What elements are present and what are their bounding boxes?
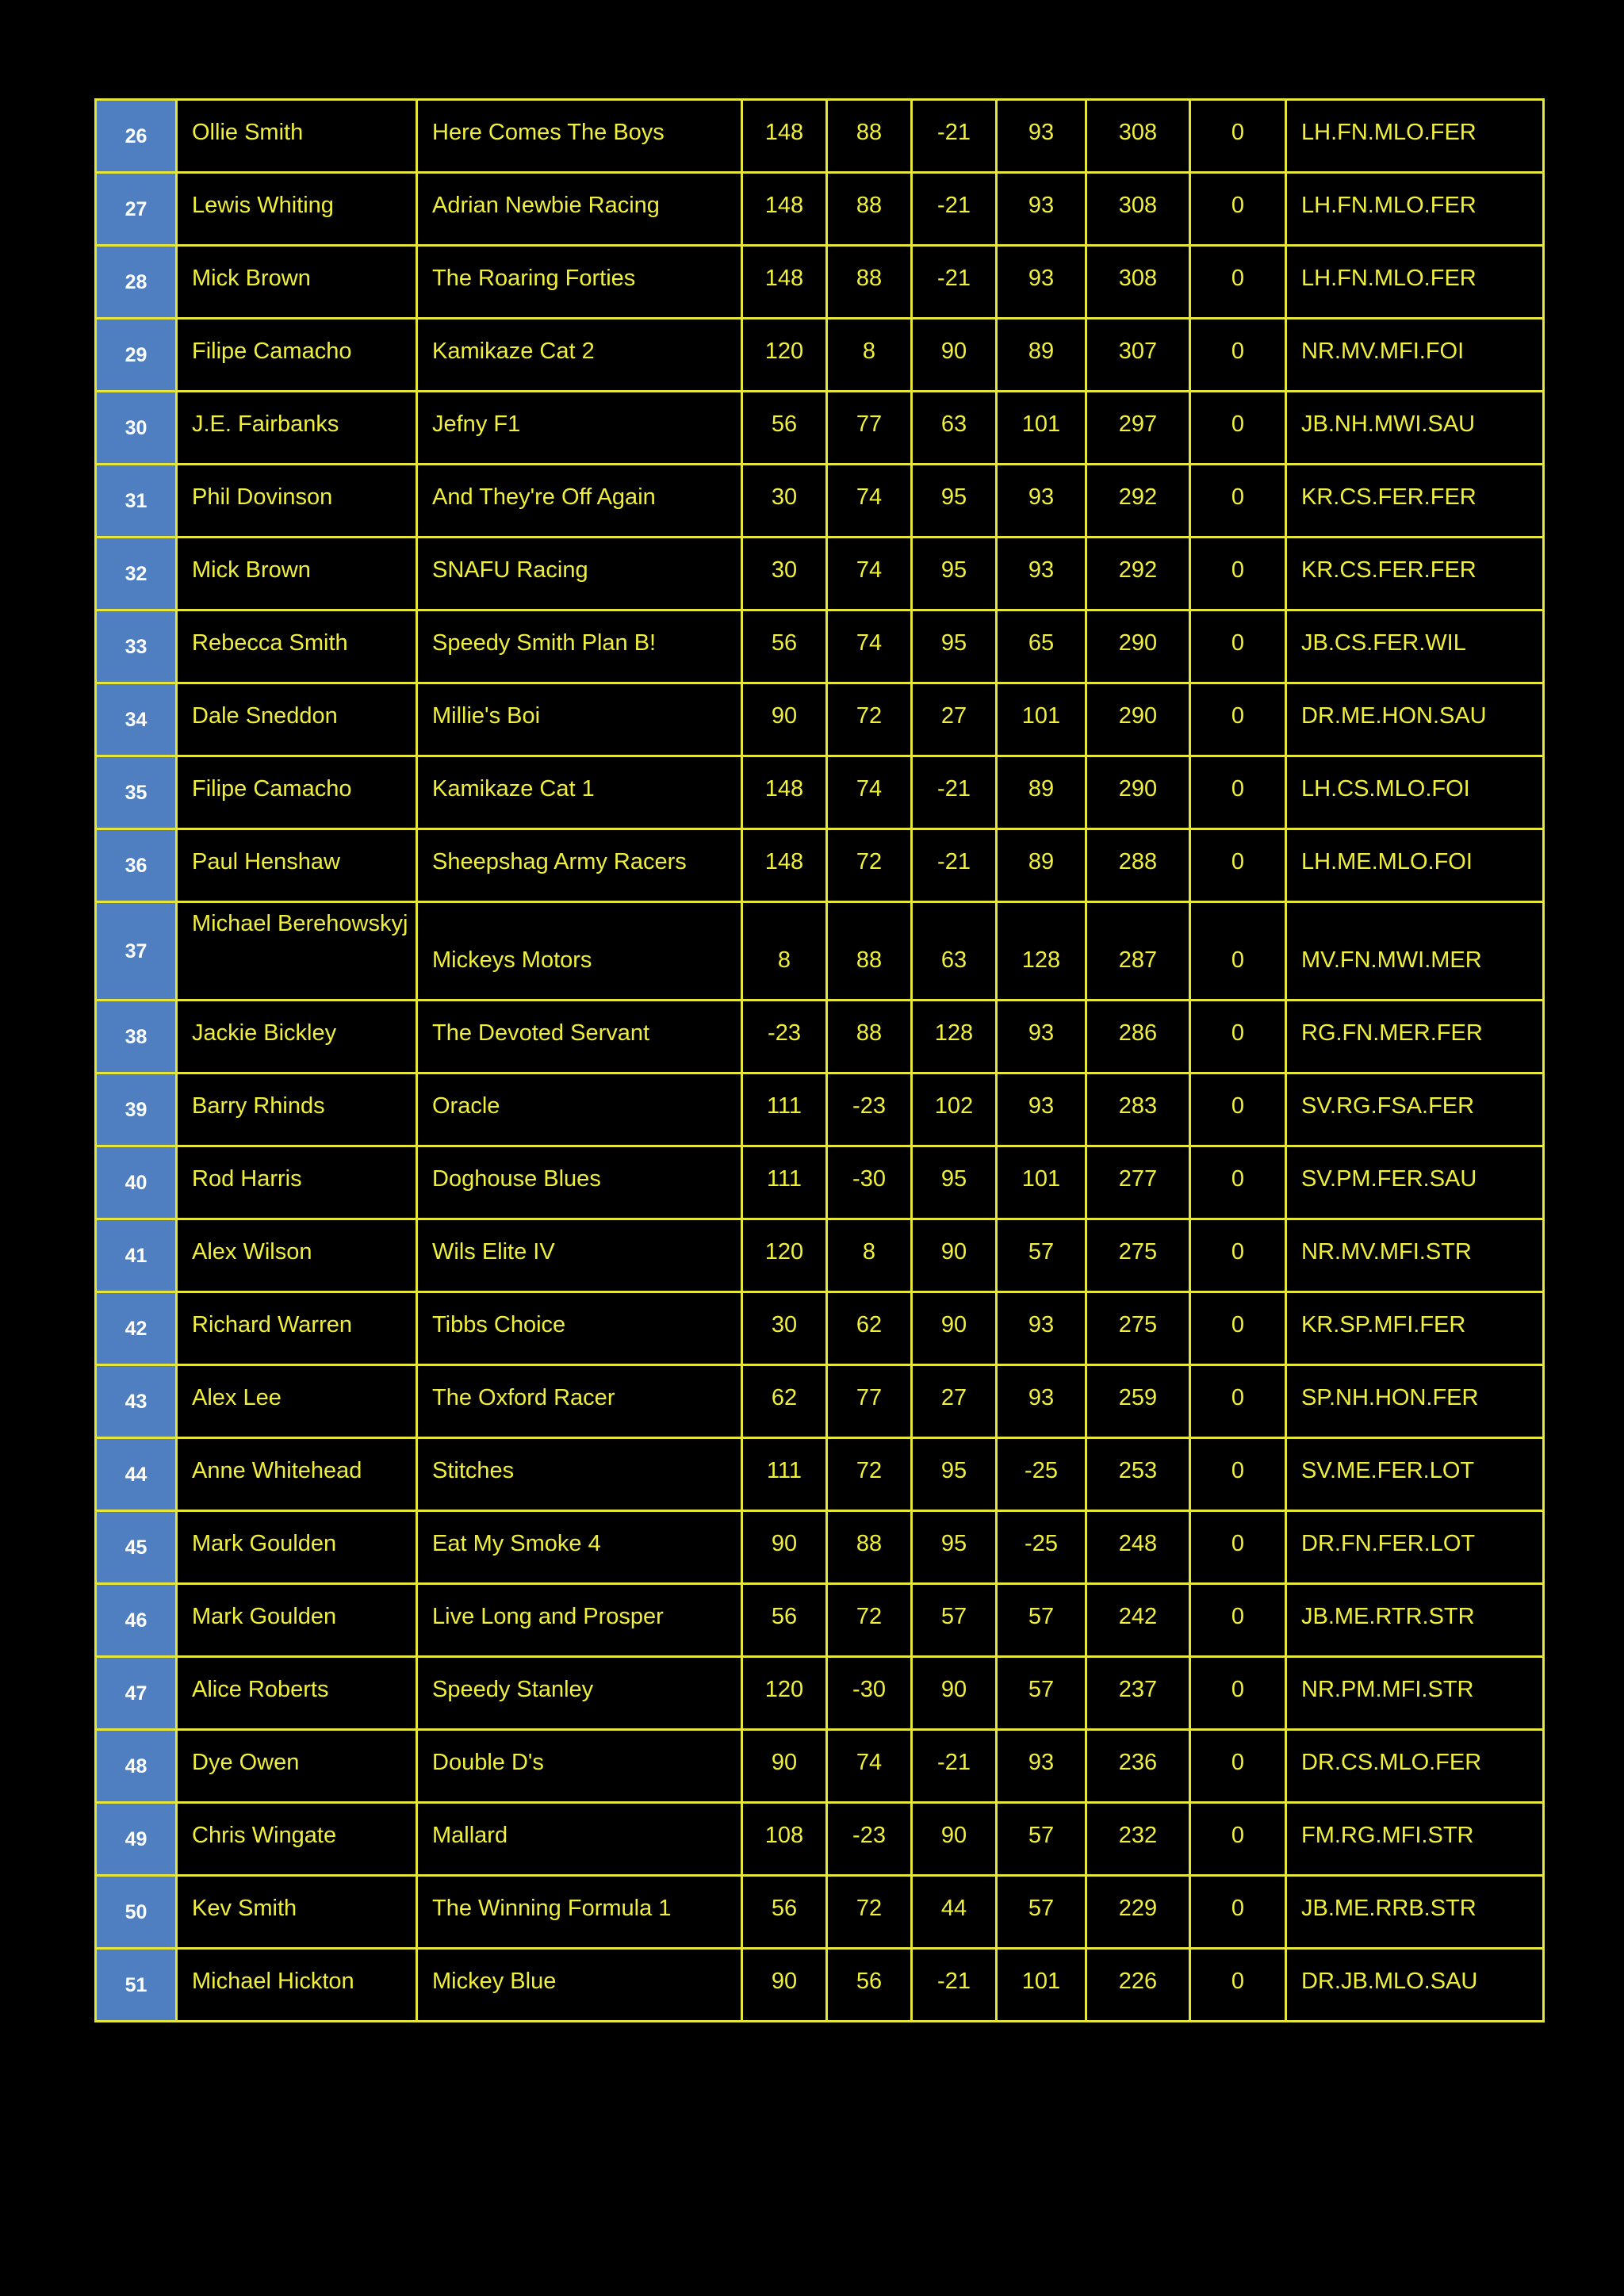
- driver-name-cell: Rod Harris: [177, 1146, 417, 1219]
- score-cell-3: 63: [912, 902, 997, 1001]
- driver-name-cell: Mark Goulden: [177, 1584, 417, 1657]
- table-row: [96, 173, 1544, 246]
- driver-name-cell: Anne Whitehead: [177, 1438, 417, 1511]
- total-score-cell: 236: [1086, 1730, 1190, 1803]
- score-cell-4: 57: [997, 1876, 1086, 1949]
- selection-code-cell: JB.NH.MWI.SAU: [1286, 392, 1544, 465]
- score-cell-3: -21: [912, 756, 997, 829]
- total-score-cell: 259: [1086, 1365, 1190, 1438]
- score-cell-3: 95: [912, 1146, 997, 1219]
- score-cell-4: 65: [997, 610, 1086, 683]
- table-row: [96, 319, 1544, 392]
- total-score-cell: 308: [1086, 100, 1190, 173]
- position-cell: 35: [96, 756, 177, 829]
- selection-code-cell: LH.CS.MLO.FOI: [1286, 756, 1544, 829]
- selection-code-cell: JB.ME.RRB.STR: [1286, 1876, 1544, 1949]
- score-cell-4: 93: [997, 100, 1086, 173]
- score-cell-1: 111: [742, 1438, 827, 1511]
- score-cell-2: 72: [827, 1876, 912, 1949]
- position-cell: 47: [96, 1657, 177, 1730]
- score-cell-2: 74: [827, 538, 912, 610]
- score-cell-4: -25: [997, 1511, 1086, 1584]
- selection-code-cell: DR.CS.MLO.FER: [1286, 1730, 1544, 1803]
- table-row: [96, 1511, 1544, 1584]
- score-cell-4: 93: [997, 246, 1086, 319]
- score-cell-2: 77: [827, 392, 912, 465]
- extra-cell: 0: [1190, 1949, 1286, 2022]
- total-score-cell: 232: [1086, 1803, 1190, 1876]
- score-cell-2: 72: [827, 683, 912, 756]
- score-cell-2: 72: [827, 1584, 912, 1657]
- team-name-cell: Tibbs Choice: [417, 1292, 742, 1365]
- position-cell: 40: [96, 1146, 177, 1219]
- extra-cell: 0: [1190, 1073, 1286, 1146]
- score-cell-2: 88: [827, 246, 912, 319]
- team-name-cell: Sheepshag Army Racers: [417, 829, 742, 902]
- total-score-cell: 290: [1086, 610, 1190, 683]
- team-name-cell: The Winning Formula 1: [417, 1876, 742, 1949]
- standings-rows: [96, 100, 1544, 2022]
- score-cell-3: -21: [912, 1949, 997, 2022]
- team-name-cell: Live Long and Prosper: [417, 1584, 742, 1657]
- score-cell-4: 93: [997, 1365, 1086, 1438]
- total-score-cell: 290: [1086, 683, 1190, 756]
- driver-name-cell: Mick Brown: [177, 538, 417, 610]
- score-cell-3: 95: [912, 1438, 997, 1511]
- driver-name-cell: Jackie Bickley: [177, 1001, 417, 1073]
- score-cell-2: 8: [827, 319, 912, 392]
- selection-code-cell: JB.ME.RTR.STR: [1286, 1584, 1544, 1657]
- position-cell: 49: [96, 1803, 177, 1876]
- position-cell: 51: [96, 1949, 177, 2022]
- extra-cell: 0: [1190, 1803, 1286, 1876]
- selection-code-cell: KR.CS.FER.FER: [1286, 465, 1544, 538]
- score-cell-3: 128: [912, 1001, 997, 1073]
- total-score-cell: 292: [1086, 465, 1190, 538]
- score-cell-1: 90: [742, 1949, 827, 2022]
- score-cell-3: 44: [912, 1876, 997, 1949]
- extra-cell: 0: [1190, 246, 1286, 319]
- table-row: [96, 100, 1544, 173]
- team-name-cell: Mickeys Motors: [417, 902, 742, 1001]
- score-cell-4: 93: [997, 173, 1086, 246]
- score-cell-2: 77: [827, 1365, 912, 1438]
- selection-code-cell: NR.PM.MFI.STR: [1286, 1657, 1544, 1730]
- score-cell-1: 148: [742, 100, 827, 173]
- selection-code-cell: LH.FN.MLO.FER: [1286, 100, 1544, 173]
- score-cell-2: 56: [827, 1949, 912, 2022]
- table-row: [96, 756, 1544, 829]
- total-score-cell: 275: [1086, 1219, 1190, 1292]
- position-cell: 32: [96, 538, 177, 610]
- score-cell-1: 120: [742, 1219, 827, 1292]
- score-cell-1: 30: [742, 1292, 827, 1365]
- driver-name-cell: Chris Wingate: [177, 1803, 417, 1876]
- selection-code-cell: RG.FN.MER.FER: [1286, 1001, 1544, 1073]
- team-name-cell: And They're Off Again: [417, 465, 742, 538]
- score-cell-2: 72: [827, 1438, 912, 1511]
- position-cell: 29: [96, 319, 177, 392]
- selection-code-cell: LH.FN.MLO.FER: [1286, 246, 1544, 319]
- extra-cell: 0: [1190, 100, 1286, 173]
- score-cell-1: -23: [742, 1001, 827, 1073]
- extra-cell: 0: [1190, 1438, 1286, 1511]
- team-name-cell: Speedy Stanley: [417, 1657, 742, 1730]
- score-cell-1: 56: [742, 1584, 827, 1657]
- table-row: [96, 1146, 1544, 1219]
- driver-name-cell: Alex Wilson: [177, 1219, 417, 1292]
- selection-code-cell: NR.MV.MFI.STR: [1286, 1219, 1544, 1292]
- total-score-cell: 283: [1086, 1073, 1190, 1146]
- driver-name-cell: Dye Owen: [177, 1730, 417, 1803]
- team-name-cell: Adrian Newbie Racing: [417, 173, 742, 246]
- total-score-cell: 242: [1086, 1584, 1190, 1657]
- selection-code-cell: SV.PM.FER.SAU: [1286, 1146, 1544, 1219]
- team-name-cell: Stitches: [417, 1438, 742, 1511]
- score-cell-1: 148: [742, 756, 827, 829]
- score-cell-3: -21: [912, 173, 997, 246]
- extra-cell: 0: [1190, 319, 1286, 392]
- position-cell: 50: [96, 1876, 177, 1949]
- position-cell: 33: [96, 610, 177, 683]
- driver-name-cell: Michael Hickton: [177, 1949, 417, 2022]
- driver-name-cell: Mick Brown: [177, 246, 417, 319]
- score-cell-1: 8: [742, 902, 827, 1001]
- team-name-cell: Speedy Smith Plan B!: [417, 610, 742, 683]
- total-score-cell: 275: [1086, 1292, 1190, 1365]
- score-cell-4: 101: [997, 392, 1086, 465]
- score-cell-4: 57: [997, 1803, 1086, 1876]
- score-cell-2: -23: [827, 1073, 912, 1146]
- position-cell: 46: [96, 1584, 177, 1657]
- table-row: [96, 392, 1544, 465]
- score-cell-1: 90: [742, 683, 827, 756]
- driver-name-cell: Rebecca Smith: [177, 610, 417, 683]
- score-cell-3: 57: [912, 1584, 997, 1657]
- score-cell-4: 89: [997, 829, 1086, 902]
- driver-name-cell: Alice Roberts: [177, 1657, 417, 1730]
- extra-cell: 0: [1190, 392, 1286, 465]
- total-score-cell: 237: [1086, 1657, 1190, 1730]
- extra-cell: 0: [1190, 1876, 1286, 1949]
- driver-name-cell: Mark Goulden: [177, 1511, 417, 1584]
- score-cell-4: 101: [997, 1949, 1086, 2022]
- team-name-cell: Mallard: [417, 1803, 742, 1876]
- score-cell-1: 62: [742, 1365, 827, 1438]
- score-cell-1: 90: [742, 1511, 827, 1584]
- total-score-cell: 290: [1086, 756, 1190, 829]
- score-cell-3: 90: [912, 1803, 997, 1876]
- position-cell: 37: [96, 902, 177, 1001]
- position-cell: 43: [96, 1365, 177, 1438]
- driver-name-cell: Filipe Camacho: [177, 756, 417, 829]
- extra-cell: 0: [1190, 1001, 1286, 1073]
- table-row: [96, 246, 1544, 319]
- selection-code-cell: FM.RG.MFI.STR: [1286, 1803, 1544, 1876]
- score-cell-1: 108: [742, 1803, 827, 1876]
- team-name-cell: The Roaring Forties: [417, 246, 742, 319]
- table-row: [96, 829, 1544, 902]
- driver-name-cell: Paul Henshaw: [177, 829, 417, 902]
- team-name-cell: Kamikaze Cat 2: [417, 319, 742, 392]
- score-cell-4: 57: [997, 1584, 1086, 1657]
- position-cell: 44: [96, 1438, 177, 1511]
- extra-cell: 0: [1190, 1219, 1286, 1292]
- standings-table: [94, 98, 1545, 2022]
- extra-cell: 0: [1190, 683, 1286, 756]
- team-name-cell: Double D's: [417, 1730, 742, 1803]
- position-cell: 26: [96, 100, 177, 173]
- total-score-cell: 308: [1086, 173, 1190, 246]
- score-cell-1: 30: [742, 538, 827, 610]
- score-cell-2: 74: [827, 1730, 912, 1803]
- position-cell: 45: [96, 1511, 177, 1584]
- driver-name-cell: Alex Lee: [177, 1365, 417, 1438]
- selection-code-cell: DR.JB.MLO.SAU: [1286, 1949, 1544, 2022]
- score-cell-4: -25: [997, 1438, 1086, 1511]
- total-score-cell: 297: [1086, 392, 1190, 465]
- score-cell-3: 90: [912, 1657, 997, 1730]
- selection-code-cell: SV.RG.FSA.FER: [1286, 1073, 1544, 1146]
- score-cell-1: 30: [742, 465, 827, 538]
- score-cell-3: -21: [912, 1730, 997, 1803]
- driver-name-cell: Phil Dovinson: [177, 465, 417, 538]
- position-cell: 36: [96, 829, 177, 902]
- position-cell: 30: [96, 392, 177, 465]
- selection-code-cell: KR.CS.FER.FER: [1286, 538, 1544, 610]
- team-name-cell: Mickey Blue: [417, 1949, 742, 2022]
- selection-code-cell: LH.FN.MLO.FER: [1286, 173, 1544, 246]
- score-cell-3: 90: [912, 1292, 997, 1365]
- extra-cell: 0: [1190, 1365, 1286, 1438]
- table-row: [96, 1001, 1544, 1073]
- total-score-cell: 286: [1086, 1001, 1190, 1073]
- score-cell-3: 90: [912, 1219, 997, 1292]
- score-cell-2: 62: [827, 1292, 912, 1365]
- total-score-cell: 308: [1086, 246, 1190, 319]
- score-cell-1: 56: [742, 610, 827, 683]
- score-cell-1: 120: [742, 1657, 827, 1730]
- driver-name-cell: Lewis Whiting: [177, 173, 417, 246]
- score-cell-4: 57: [997, 1219, 1086, 1292]
- extra-cell: 0: [1190, 538, 1286, 610]
- score-cell-4: 93: [997, 1292, 1086, 1365]
- position-cell: 48: [96, 1730, 177, 1803]
- total-score-cell: 292: [1086, 538, 1190, 610]
- position-cell: 28: [96, 246, 177, 319]
- team-name-cell: Kamikaze Cat 1: [417, 756, 742, 829]
- extra-cell: 0: [1190, 1292, 1286, 1365]
- score-cell-2: 74: [827, 610, 912, 683]
- team-name-cell: Eat My Smoke 4: [417, 1511, 742, 1584]
- driver-name-cell: J.E. Fairbanks: [177, 392, 417, 465]
- selection-code-cell: NR.MV.MFI.FOI: [1286, 319, 1544, 392]
- score-cell-3: 95: [912, 1511, 997, 1584]
- team-name-cell: Doghouse Blues: [417, 1146, 742, 1219]
- score-cell-4: 89: [997, 756, 1086, 829]
- score-cell-4: 93: [997, 1001, 1086, 1073]
- extra-cell: 0: [1190, 610, 1286, 683]
- selection-code-cell: JB.CS.FER.WIL: [1286, 610, 1544, 683]
- score-cell-2: 8: [827, 1219, 912, 1292]
- selection-code-cell: DR.ME.HON.SAU: [1286, 683, 1544, 756]
- extra-cell: 0: [1190, 1730, 1286, 1803]
- selection-code-cell: KR.SP.MFI.FER: [1286, 1292, 1544, 1365]
- total-score-cell: 226: [1086, 1949, 1190, 2022]
- table-row: [96, 1073, 1544, 1146]
- driver-name-cell: Richard Warren: [177, 1292, 417, 1365]
- total-score-cell: 253: [1086, 1438, 1190, 1511]
- score-cell-2: 88: [827, 1511, 912, 1584]
- score-cell-2: -30: [827, 1657, 912, 1730]
- table-row: [96, 1949, 1544, 2022]
- team-name-cell: Millie's Boi: [417, 683, 742, 756]
- selection-code-cell: LH.ME.MLO.FOI: [1286, 829, 1544, 902]
- table-row: [96, 1657, 1544, 1730]
- selection-code-cell: SV.ME.FER.LOT: [1286, 1438, 1544, 1511]
- score-cell-1: 148: [742, 829, 827, 902]
- extra-cell: 0: [1190, 1584, 1286, 1657]
- extra-cell: 0: [1190, 756, 1286, 829]
- score-cell-4: 93: [997, 465, 1086, 538]
- team-name-cell: SNAFU Racing: [417, 538, 742, 610]
- table-row: [96, 1438, 1544, 1511]
- table-row: [96, 1292, 1544, 1365]
- score-cell-4: 101: [997, 1146, 1086, 1219]
- driver-name-cell: Barry Rhinds: [177, 1073, 417, 1146]
- table-row: [96, 538, 1544, 610]
- extra-cell: 0: [1190, 829, 1286, 902]
- score-cell-3: 63: [912, 392, 997, 465]
- extra-cell: 0: [1190, 1657, 1286, 1730]
- team-name-cell: Oracle: [417, 1073, 742, 1146]
- score-cell-3: -21: [912, 100, 997, 173]
- score-cell-3: -21: [912, 246, 997, 319]
- selection-code-cell: SP.NH.HON.FER: [1286, 1365, 1544, 1438]
- score-cell-2: 88: [827, 100, 912, 173]
- score-cell-1: 111: [742, 1073, 827, 1146]
- driver-name-cell: Ollie Smith: [177, 100, 417, 173]
- score-cell-3: 95: [912, 465, 997, 538]
- team-name-cell: Jefny F1: [417, 392, 742, 465]
- score-cell-2: 88: [827, 173, 912, 246]
- team-name-cell: The Devoted Servant: [417, 1001, 742, 1073]
- total-score-cell: 229: [1086, 1876, 1190, 1949]
- extra-cell: 0: [1190, 1511, 1286, 1584]
- score-cell-2: 72: [827, 829, 912, 902]
- total-score-cell: 307: [1086, 319, 1190, 392]
- table-row: [96, 1584, 1544, 1657]
- position-cell: 31: [96, 465, 177, 538]
- total-score-cell: 277: [1086, 1146, 1190, 1219]
- extra-cell: 0: [1190, 1146, 1286, 1219]
- total-score-cell: 288: [1086, 829, 1190, 902]
- score-cell-4: 93: [997, 1730, 1086, 1803]
- table-row: [96, 683, 1544, 756]
- position-cell: 34: [96, 683, 177, 756]
- score-cell-1: 56: [742, 1876, 827, 1949]
- score-cell-1: 90: [742, 1730, 827, 1803]
- table-row: [96, 1365, 1544, 1438]
- team-name-cell: Here Comes The Boys: [417, 100, 742, 173]
- score-cell-3: -21: [912, 829, 997, 902]
- position-cell: 38: [96, 1001, 177, 1073]
- table-row: [96, 1803, 1544, 1876]
- team-name-cell: The Oxford Racer: [417, 1365, 742, 1438]
- table-row: [96, 1219, 1544, 1292]
- total-score-cell: 287: [1086, 902, 1190, 1001]
- score-cell-1: 120: [742, 319, 827, 392]
- score-cell-4: 128: [997, 902, 1086, 1001]
- driver-name-cell: Filipe Camacho: [177, 319, 417, 392]
- score-cell-2: 88: [827, 1001, 912, 1073]
- table-row: [96, 610, 1544, 683]
- score-cell-4: 57: [997, 1657, 1086, 1730]
- score-cell-1: 148: [742, 246, 827, 319]
- score-cell-1: 111: [742, 1146, 827, 1219]
- driver-name-cell: Kev Smith: [177, 1876, 417, 1949]
- extra-cell: 0: [1190, 902, 1286, 1001]
- position-cell: 39: [96, 1073, 177, 1146]
- table-row: [96, 1730, 1544, 1803]
- score-cell-2: 74: [827, 465, 912, 538]
- score-cell-4: 89: [997, 319, 1086, 392]
- position-cell: 27: [96, 173, 177, 246]
- selection-code-cell: DR.FN.FER.LOT: [1286, 1511, 1544, 1584]
- score-cell-2: 88: [827, 902, 912, 1001]
- score-cell-2: -23: [827, 1803, 912, 1876]
- score-cell-1: 56: [742, 392, 827, 465]
- score-cell-3: 90: [912, 319, 997, 392]
- total-score-cell: 248: [1086, 1511, 1190, 1584]
- score-cell-2: -30: [827, 1146, 912, 1219]
- score-cell-3: 95: [912, 610, 997, 683]
- table-row: [96, 902, 1544, 1001]
- driver-name-cell: Michael Berehowskyj: [177, 902, 417, 1001]
- table-row: [96, 465, 1544, 538]
- score-cell-2: 74: [827, 756, 912, 829]
- driver-name-cell: Dale Sneddon: [177, 683, 417, 756]
- score-cell-4: 93: [997, 1073, 1086, 1146]
- score-cell-4: 93: [997, 538, 1086, 610]
- score-cell-1: 148: [742, 173, 827, 246]
- score-cell-3: 27: [912, 683, 997, 756]
- selection-code-cell: MV.FN.MWI.MER: [1286, 902, 1544, 1001]
- score-cell-3: 95: [912, 538, 997, 610]
- position-cell: 42: [96, 1292, 177, 1365]
- extra-cell: 0: [1190, 173, 1286, 246]
- extra-cell: 0: [1190, 465, 1286, 538]
- score-cell-3: 102: [912, 1073, 997, 1146]
- score-cell-3: 27: [912, 1365, 997, 1438]
- position-cell: 41: [96, 1219, 177, 1292]
- team-name-cell: Wils Elite IV: [417, 1219, 742, 1292]
- table-row: [96, 1876, 1544, 1949]
- score-cell-4: 101: [997, 683, 1086, 756]
